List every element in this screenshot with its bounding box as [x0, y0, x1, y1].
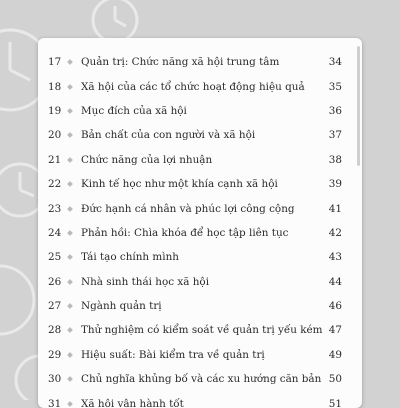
page-number: 50: [328, 373, 342, 386]
toc-entry[interactable]: [38, 74, 362, 98]
chapter-title: Ngành quản trị: [81, 300, 162, 313]
chapter-title: Chủ nghĩa khủng bố và các xu hướng căn bản: [81, 373, 322, 386]
chapter-title: Đức hạnh cá nhân và phúc lợi công cộng: [81, 202, 295, 215]
diamond-bullet-icon: [67, 206, 73, 212]
toc-entry[interactable]: [38, 343, 362, 367]
chapter-number: 21: [48, 153, 62, 166]
page-number: 34: [328, 56, 342, 69]
toc-entry[interactable]: [38, 99, 362, 123]
toc-entry[interactable]: [38, 172, 362, 196]
toc-entry[interactable]: [38, 294, 362, 318]
chapter-number: 23: [48, 202, 62, 215]
toc-entry[interactable]: [38, 196, 362, 220]
diamond-bullet-icon: [67, 279, 73, 285]
chapter-title: Mục đích của xã hội: [81, 104, 187, 117]
chapter-number: 25: [48, 251, 62, 264]
page-number: 41: [328, 202, 342, 215]
chapter-title: Thử nghiệm có kiểm soát về quản trị yếu kém: [81, 324, 323, 337]
chapter-title: Bản chất của con người và xã hội: [81, 129, 256, 142]
chapter-title: Quản trị: Chức năng xã hội trung tâm: [81, 56, 280, 69]
toc-entry[interactable]: [38, 318, 362, 342]
diamond-bullet-icon: [67, 108, 73, 114]
chapter-number: 27: [48, 300, 62, 313]
toc-entry[interactable]: [38, 221, 362, 245]
chapter-number: 29: [48, 348, 62, 361]
page-number: 47: [328, 324, 342, 337]
toc-entry[interactable]: [38, 148, 362, 172]
chapter-number: 18: [48, 80, 62, 93]
page-number: 35: [328, 80, 342, 93]
chapter-title: Xã hội vận hành tốt: [81, 397, 184, 408]
diamond-bullet-icon: [67, 376, 73, 382]
chapter-number: 28: [48, 324, 62, 337]
diamond-bullet-icon: [67, 84, 73, 90]
toc-entry[interactable]: [38, 367, 362, 391]
diamond-bullet-icon: [67, 352, 73, 358]
diamond-bullet-icon: [67, 303, 73, 309]
page-number: 51: [328, 397, 342, 408]
chapter-number: 20: [48, 129, 62, 142]
diamond-bullet-icon: [67, 230, 73, 236]
chapter-title: Chức năng của lợi nhuận: [81, 153, 213, 166]
toc-entry[interactable]: [38, 270, 362, 294]
chapter-title: Nhà sinh thái học xã hội: [81, 275, 210, 288]
page-number: 37: [328, 129, 342, 142]
chapter-title: Phản hồi: Chìa khóa để học tập liên tục: [81, 226, 289, 239]
chapter-number: 30: [48, 373, 62, 386]
page-number: 46: [328, 300, 342, 313]
diamond-bullet-icon: [67, 401, 73, 407]
toc-entry[interactable]: [38, 123, 362, 147]
chapter-number: 19: [48, 104, 62, 117]
chapter-number: 31: [48, 397, 62, 408]
chapter-number: 24: [48, 226, 62, 239]
diamond-bullet-icon: [67, 157, 73, 163]
chapter-number: 26: [48, 275, 62, 288]
diamond-bullet-icon: [67, 181, 73, 187]
page-number: 39: [328, 178, 342, 191]
diamond-bullet-icon: [67, 254, 73, 260]
chapter-title: Xã hội của các tổ chức hoạt động hiệu quả: [81, 80, 305, 93]
page-number: 49: [328, 348, 342, 361]
toc-list: [38, 50, 362, 408]
chapter-number: 17: [48, 56, 62, 69]
page-number: 36: [328, 104, 342, 117]
chapter-number: 22: [48, 178, 62, 191]
chapter-title: Kinh tế học như một khía cạnh xã hội: [81, 178, 278, 191]
page-number: 43: [328, 251, 342, 264]
chapter-title: Tái tạo chính mình: [81, 251, 179, 264]
table-of-contents-card: [38, 38, 362, 408]
chapter-title: Hiệu suất: Bài kiểm tra về quản trị: [81, 348, 265, 361]
diamond-bullet-icon: [67, 328, 73, 334]
page-number: 38: [328, 153, 342, 166]
page-number: 42: [328, 226, 342, 239]
toc-entry[interactable]: [38, 245, 362, 269]
page-number: 44: [328, 275, 342, 288]
diamond-bullet-icon: [67, 133, 73, 139]
diamond-bullet-icon: [67, 59, 73, 65]
toc-entry[interactable]: [38, 50, 362, 74]
